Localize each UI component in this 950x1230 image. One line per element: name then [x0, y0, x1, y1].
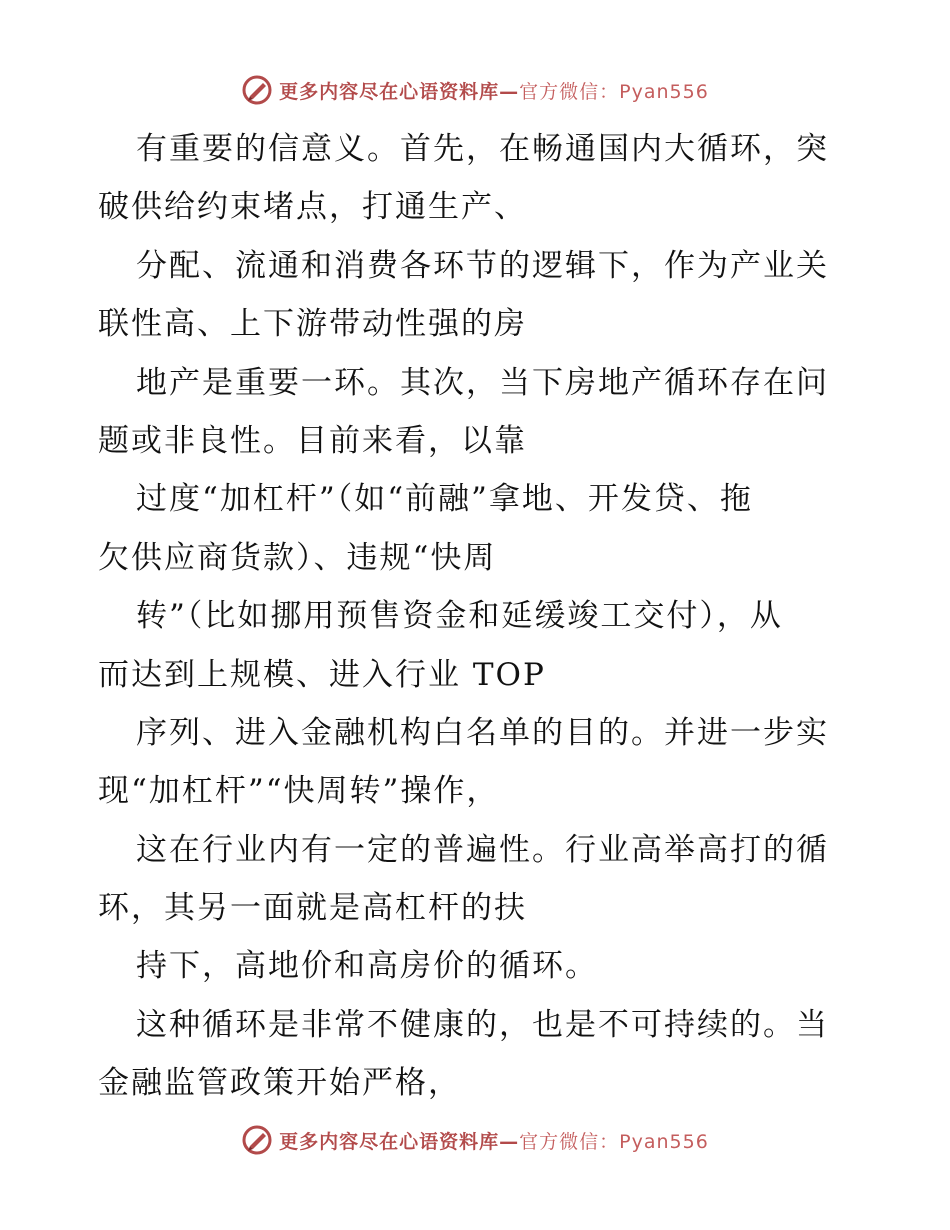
text-line: 金融监管政策开始严格，	[98, 1065, 461, 1102]
text-line: 破供给约束堵点，打通生产、	[98, 189, 527, 226]
footer-banner-separator: —	[499, 1130, 520, 1153]
footer-banner-title: 更多内容尽在心语资料库	[279, 1130, 500, 1153]
text-line: 环，其另一面就是高杠杆的扶	[98, 890, 527, 927]
footer-banner-text	[279, 1127, 709, 1154]
text-line: 有重要的信意义。首先，在畅通国内大循环，突	[136, 131, 829, 167]
document-body	[98, 120, 858, 1113]
text-line: 地产是重要一环。其次，当下房地产循环存在问	[136, 364, 829, 401]
footer-banner-wechat: 官方微信：Pyan556	[519, 1130, 709, 1153]
text-line: 联性高、上下游带动性强的房	[98, 306, 527, 343]
header-banner-title: 更多内容尽在心语资料库	[279, 80, 500, 103]
text-line: 现“加杠杆”“快周转”操作，	[98, 773, 500, 810]
text-line: 这在行业内有一定的普遍性。行业高举高打的循	[136, 831, 829, 868]
text-line: 分配、流通和消费各环节的逻辑下，作为产业关	[136, 247, 829, 284]
footer-banner	[0, 1120, 950, 1160]
text-line: 持下，高地价和高房价的循环。	[136, 948, 598, 985]
text-line: 而达到上规模、进入行业 TOP	[98, 656, 546, 693]
pen-logo-icon	[241, 74, 273, 106]
text-line: 欠供应商货款）、违规“快周	[98, 539, 497, 576]
text-line: 这种循环是非常不健康的，也是不可持续的。当	[136, 1006, 829, 1043]
header-banner	[0, 70, 950, 110]
header-banner-text	[279, 77, 709, 104]
text-line: 序列、进入金融机构白名单的目的。并进一步实	[136, 714, 829, 751]
text-line: 题或非良性。目前来看，以靠	[98, 422, 527, 459]
header-banner-wechat: 官方微信：Pyan556	[519, 80, 709, 103]
text-line: 过度“加杠杆”（如“前融”拿地、开发贷、拖	[136, 481, 753, 518]
header-banner-separator: —	[499, 80, 520, 103]
pen-logo-icon	[241, 1124, 273, 1156]
text-line: 转”（比如挪用预售资金和延缓竣工交付），从	[136, 598, 783, 635]
